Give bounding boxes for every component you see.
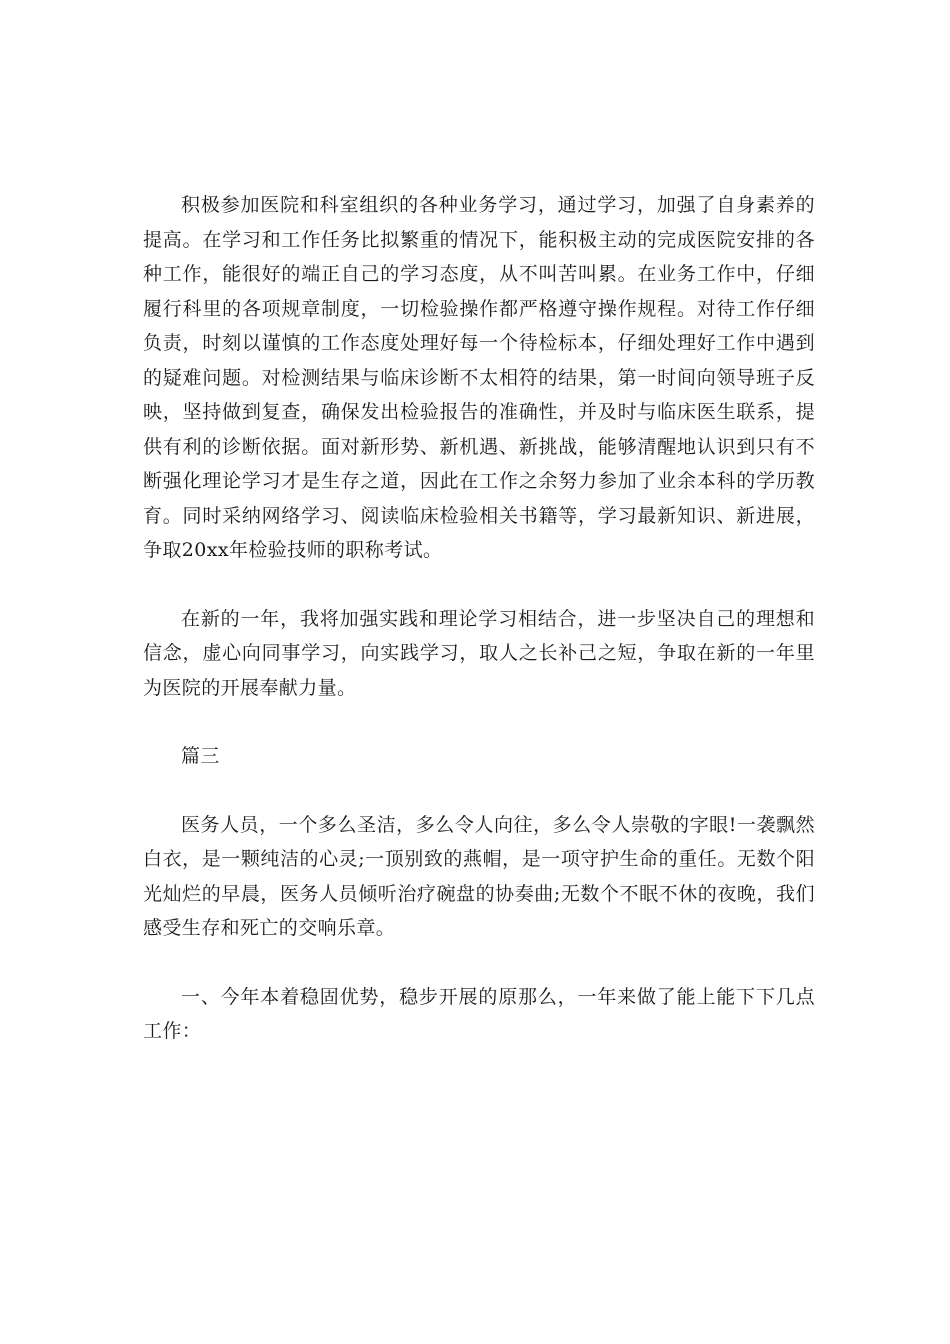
paragraph-new-year: 在新的一年，我将加强实践和理论学习相结合，进一步坚决自己的理想和信念，虚心向同事学习，向实践学习，取人之长补己之短，争取在新的一年里为医院的开展奉献力量。	[143, 607, 815, 699]
document-body	[143, 188, 815, 1049]
section-heading: 篇三	[181, 745, 220, 767]
paragraph-medical-staff: 医务人员，一个多么圣洁，多么令人向往，多么令人崇敬的字眼!一袭飘然白衣，是一颗纯洁的心灵;一顶别致的燕帽，是一项守护生命的重任。无数个阳光灿烂的早晨，医务人员倾听治疗碗盘的协奏曲;无数个不眠不休的夜晚，我们感受生存和死亡的交响乐章。	[143, 813, 815, 939]
paragraph-study: 积极参加医院和科室组织的各种业务学习，通过学习，加强了自身素养的提高。在学习和工作任务比拟繁重的情况下，能积极主动的完成医院安排的各种工作，能很好的端正自己的学习态度，从不叫苦叫累。在业务工作中，仔细履行科里的各项规章制度，一切检验操作都严格遵守操作规程。对待工作仔细负责，时刻以谨慎的工作态度处理好每一个待检标本，仔细处理好工作中遇到的疑难问题。对检测结果与临床诊断不太相符的结果，第一时间向领导班子反映，坚持做到复查，确保发出检验报告的准确性，并及时与临床医生联系，提供有利的诊断依据。面对新形势、新机遇、新挑战，能够清醒地认识到只有不断强化理论学习才是生存之道，因此在工作之余努力参加了业余本科的学历教育。同时采纳网络学习、阅读临床检验相关书籍等，学习最新知识、新进展，争取20xx年检验技师的职称考试。	[143, 194, 815, 561]
paragraph-work-points: 一、今年本着稳固优势，稳步开展的原那么，一年来做了能上能下下几点工作：	[143, 985, 815, 1042]
